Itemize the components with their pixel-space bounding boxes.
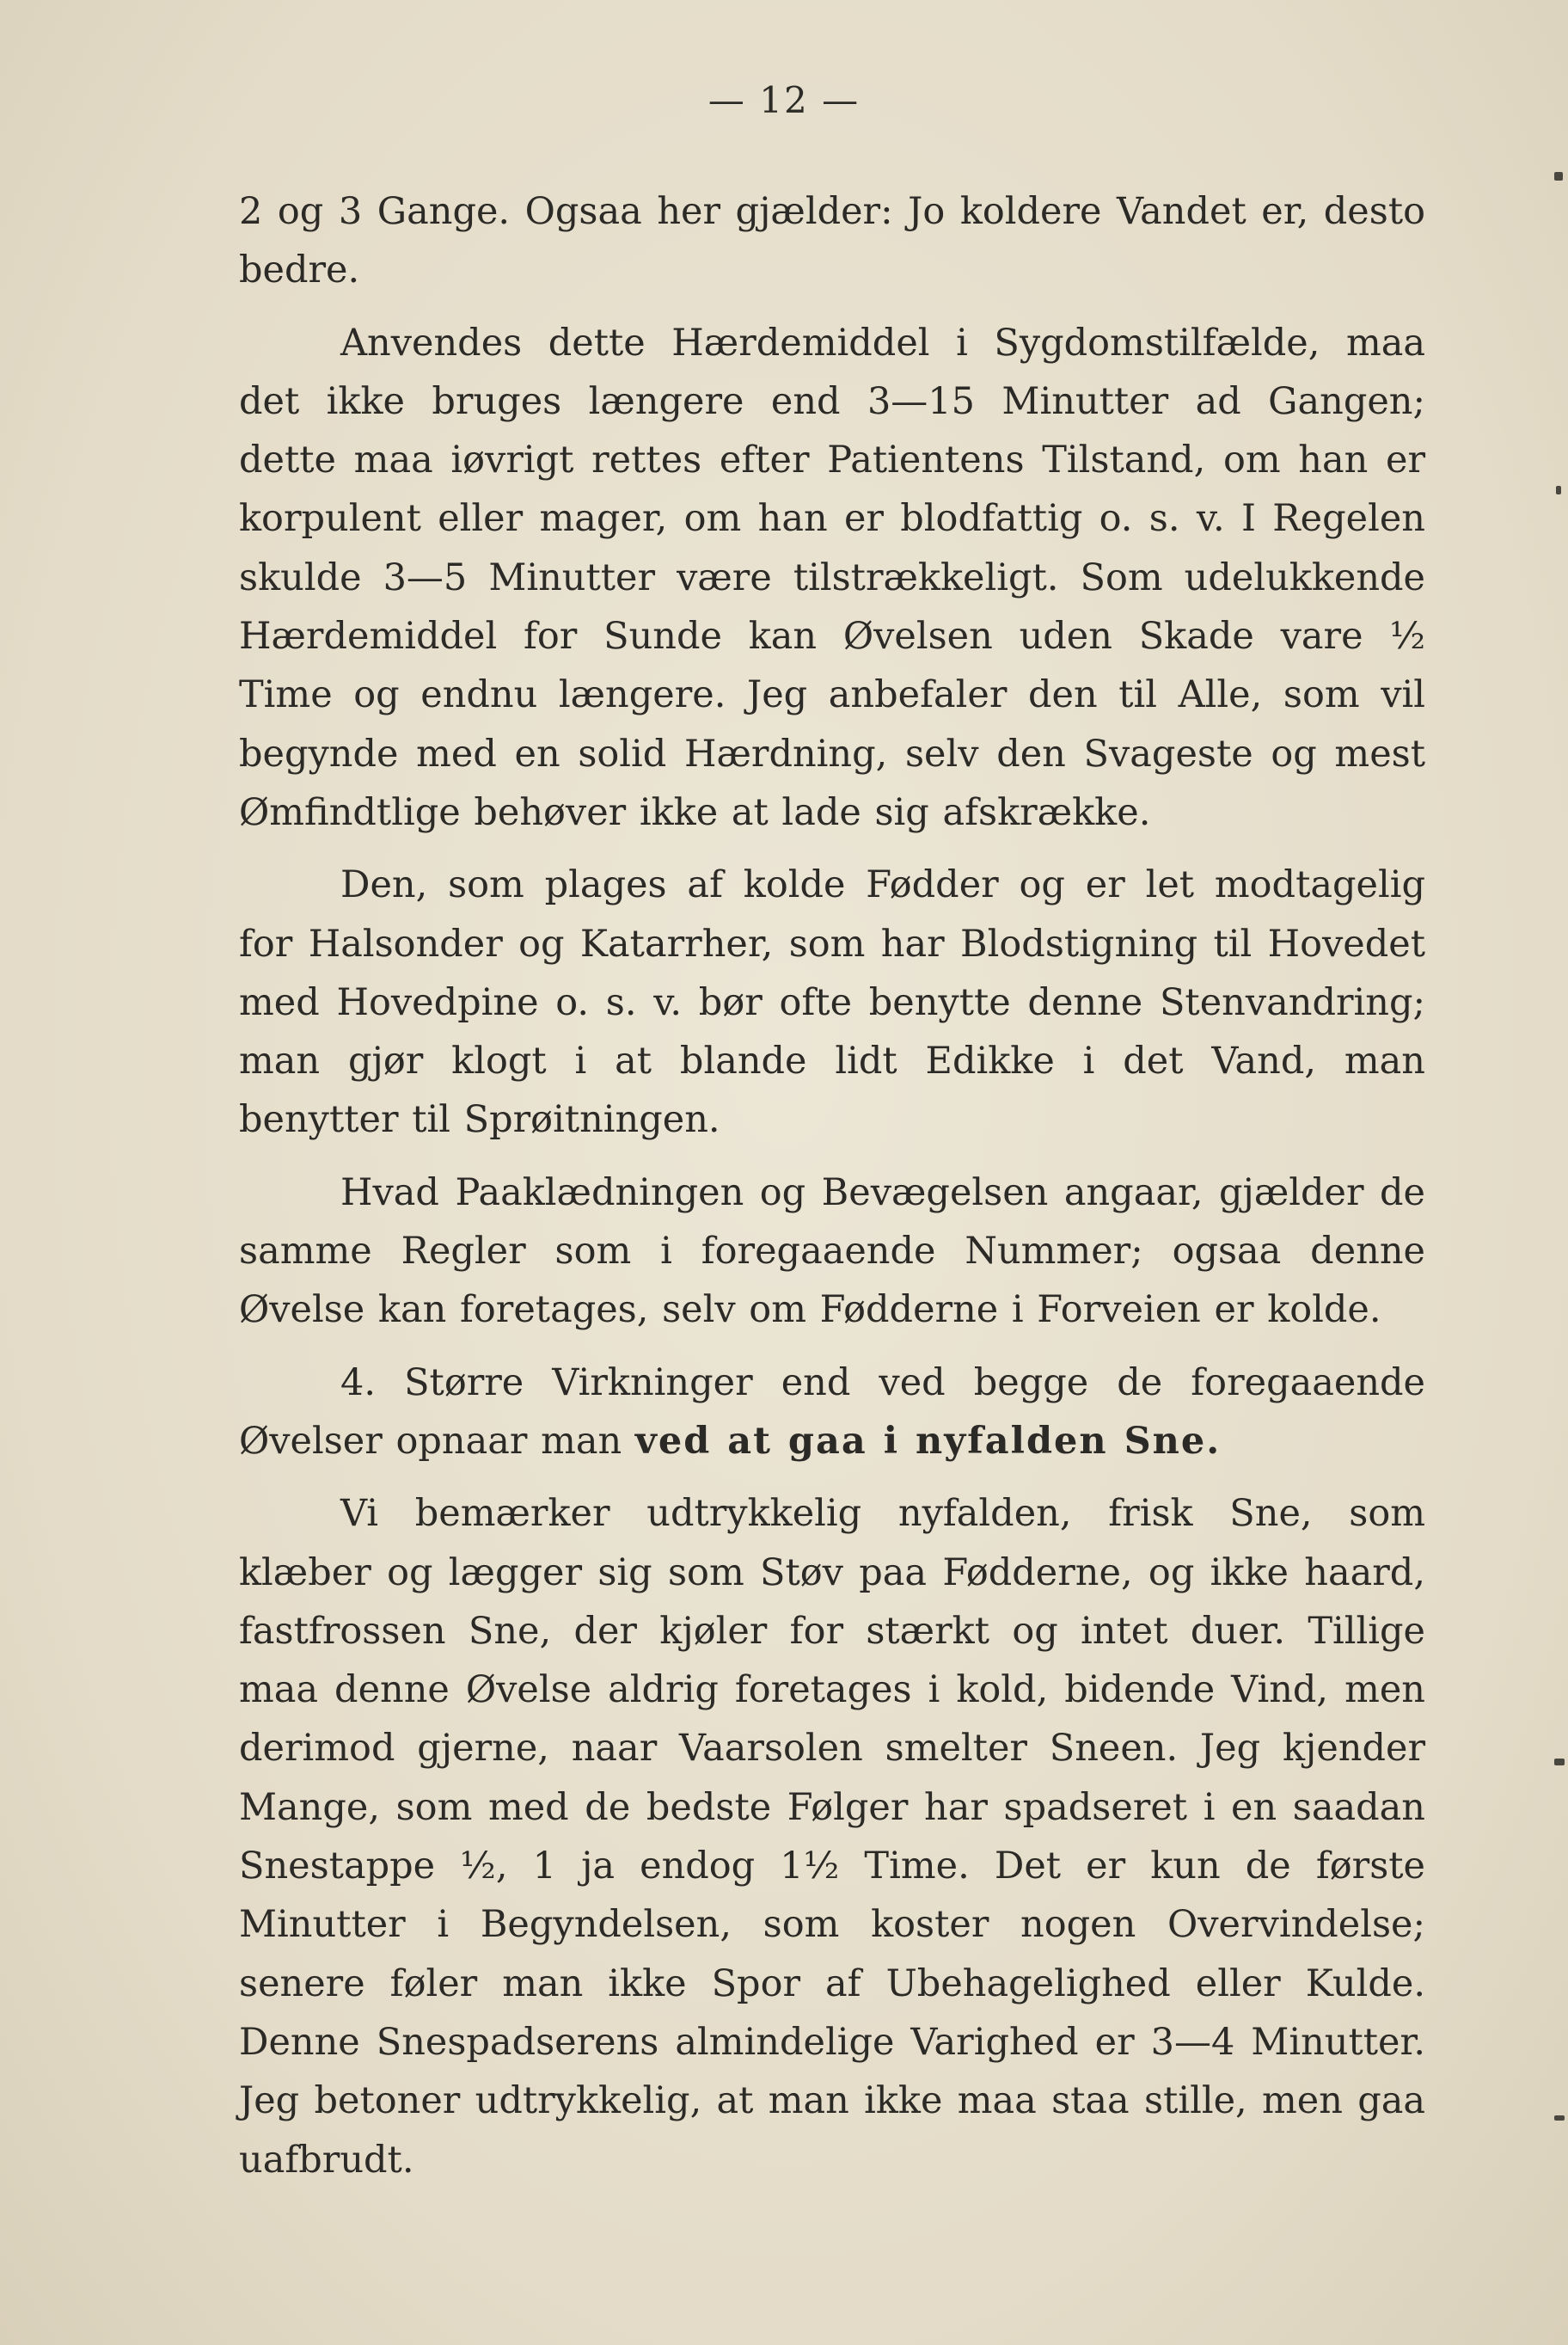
paragraph-6: Vi bemærker udtrykkelig nyfalden, frisk Sne, som klæber og lægger sig som Støv paa Fødderne, og ikke haard, fastfrossen Sne, der kjøler for stærkt og intet duer. Tillige maa denne Øvelse aldrig foretages i kold, bidende Vind, men derimod gjerne, naar Vaarsolen smelter Sneen. Jeg kjender Mange, som med de bedste Følger har spadseret i en saadan Snestappe ½, 1 ja endog 1½ Time. Det er kun de første Minutter i Begyndelsen, som koster nogen Overvindelse; senere føler man ikke Spor af Ubehagelighed eller Kulde. Denne Snespadserens almindelige Varighed er 3—4 Minutter. Jeg betoner udtrykkelig, at man ikke maa staa stille, men gaa uafbrudt. xyxy=(239,1492,1425,2182)
paragraph-5-emphasis: ved at gaa i nyfalden Sne. xyxy=(634,1419,1222,1463)
edge-mark-top xyxy=(1554,172,1563,181)
edge-mark-bottom xyxy=(1554,2115,1565,2121)
paragraph-2: Anvendes dette Hærdemiddel i Sygdomstilfælde, maa det ikke bruges længere end 3—15 Minutter ad Gangen; dette maa iøvrigt rettes efter Patientens Tilstand, om han er korpulent eller mager, om han er blodfattig o. s. v. I Regelen skulde 3—5 Minutter være tilstrækkeligt. Som udelukkende Hærdemiddel for Sunde kan Øvelsen uden Skade vare ½ Time og endnu længere. Jeg anbefaler den til Alle, som vil begynde med en solid Hærdning, selv den Svageste og mest Ømfindtlige behøver ikke at lade sig afskrække. xyxy=(239,321,1425,834)
paragraph-4: Hvad Paaklædningen og Bevægelsen angaar, gjælder de samme Regler som i foregaaende Nummer; ogsaa denne Øvelse kan foretages, selv om Fødderne i Forveien er kolde. xyxy=(239,1170,1425,1332)
paragraph-5 xyxy=(239,1354,1425,1471)
paragraph-5-text: 4. Større Virkninger end ved begge de foregaaende Øvelser opnaar man xyxy=(239,1360,1425,1463)
body-text xyxy=(239,182,1425,2189)
paragraph-1: 2 og 3 Gange. Ogsaa her gjælder: Jo koldere Vandet er, desto bedre. xyxy=(239,190,1425,292)
paragraph-3: Den, som plages af kolde Fødder og er let modtagelig for Halsonder og Katarrher, som har Blodstigning til Hovedet med Hovedpine o. s. v. bør ofte benytte denne Stenvandring; man gjør klogt i at blande lidt Edikke i det Vand, man benytter til Sprøitningen. xyxy=(239,863,1425,1142)
edge-mark-mid xyxy=(1556,486,1561,494)
edge-mark-lower xyxy=(1554,1759,1565,1765)
page-number: — 12 — xyxy=(707,79,861,121)
